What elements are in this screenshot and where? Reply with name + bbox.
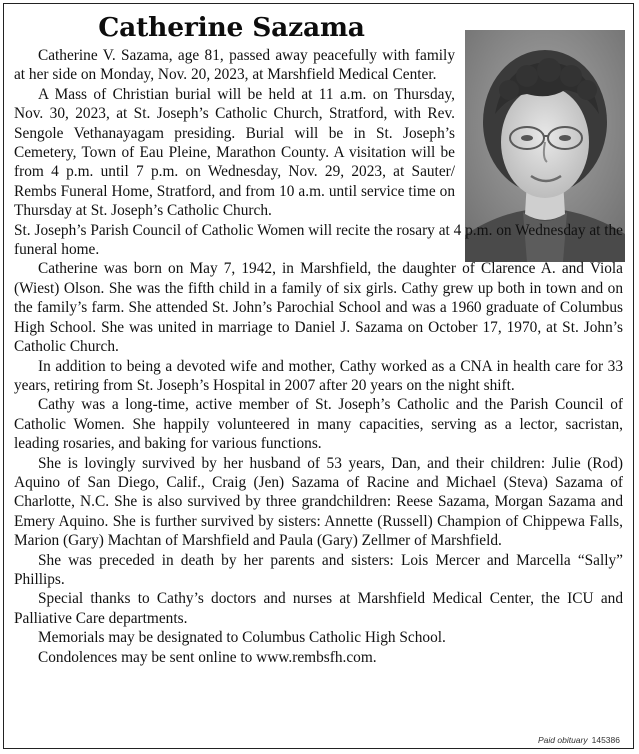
paragraph-rosary: St. Joseph’s Parish Council of Catholic Women will recite the rosary at 4 p.m. on Wednesday at the funeral home. — [14, 221, 623, 259]
paragraph-death-notice: Catherine V. Sazama, age 81, passed away peacefully with family at her side on Monday, Nov. 20, 2023, at Marshfield Medical Center. — [14, 47, 455, 84]
paragraph-church-involvement: Cathy was a long-time, active member of St. Joseph’s Catholic and the Parish Council of Catholic Women. She happily volunteered in many capacities, serving as a lector, sacristan, leading rosaries, and baking for various functions. — [14, 396, 623, 453]
paragraph-services: A Mass of Christian burial will be held at 11 a.m. on Thursday, Nov. 30, 2023, at St. Joseph’s Catholic Church, Stratford, with Rev. Sengole Vethanayagam presiding. Burial will be in St. Joseph’s Cemetery, Town of Eau Pleine, Marathon County. A visitation will be from 4 p.m. until 7 p.m. on Wednesday, Nov. 29, 2023, at Sauter/ Rembs Funeral Home, Stratford, and from 10 a.m. until service time on Thursday at St. Joseph’s Catholic Church. — [14, 85, 455, 220]
paragraph-early-life: Catherine was born on May 7, 1942, in Marshfield, the daughter of Clarence A. and Viola (Wiest) Olson. She was the fifth child in a family of six girls. Cathy grew up both in town and on the family’s farm. She attended St. John’s Parochial School and was a 1960 graduate of Columbus High School. She was united in marriage to Daniel J. Sazama on October 17, 1970, at St. John’s Catholic Church. — [14, 260, 623, 356]
paragraph-survivors: She is lovingly survived by her husband of 53 years, Dan, and their children: Julie (Rod) Aquino of San Diego, Calif., Craig (Jen) Sazama of Racine and Michael (Steva) Sazama of Charlotte, N.C. She is also survived by three grandchildren: Reese Sazama, Morgan Sazama and Emery Aquino. She is further survived by sisters: Annette (Russell) Champion of Chippewa Falls, Marion (Gary) Machtan of Marshfield and Paula (Gary) Zellmer of Marshfield. — [14, 454, 623, 550]
obituary-body — [14, 46, 623, 667]
paragraph-condolences: Condolences may be sent online to www.rembsfh.com. — [38, 648, 377, 666]
paid-obituary-tag — [538, 735, 620, 745]
obituary-title: Catherine Sazama — [98, 12, 365, 43]
paragraph-preceded: She was preceded in death by her parents and sisters: Lois Mercer and Marcella “Sally” Phillips. — [14, 551, 623, 588]
paragraph-thanks: Special thanks to Cathy’s doctors and nurses at Marshfield Medical Center, the ICU and Palliative Care departments. — [14, 590, 623, 627]
paragraph-memorials: Memorials may be designated to Columbus Catholic High School. — [38, 629, 446, 647]
obituary-notice — [3, 3, 634, 749]
ad-number: 145386 — [591, 735, 620, 745]
paid-label: Paid obituary — [538, 735, 588, 745]
paragraph-career: In addition to being a devoted wife and mother, Cathy worked as a CNA in health care for 33 years, retiring from St. Joseph’s Hospital in 2007 after 20 years on the night shift. — [14, 357, 623, 394]
